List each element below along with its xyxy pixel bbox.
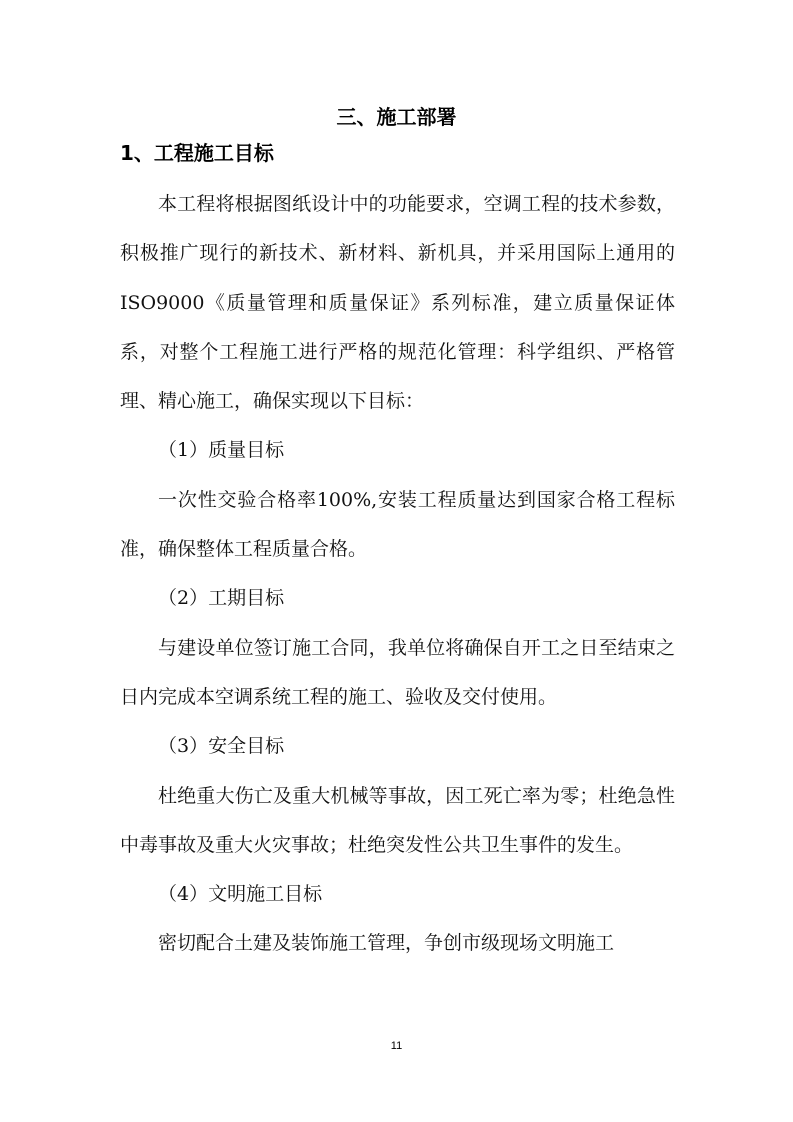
goal-text-safety: 杜绝重大伤亡及重大机械等事故，因工死亡率为零；杜绝急性中毒事故及重大火灾事故；杜绝突发性公共卫生事件的发生。: [120, 784, 675, 856]
intro-paragraph: 本工程将根据图纸设计中的功能要求，空调工程的技术参数，积极推广现行的新技术、新材料、新机具，并采用国际上通用的ISO9000《质量管理和质量保证》系列标准，建立质量保证体系，对整个工程施工进行严格的规范化管理：科学组织、严格管理、精心施工，确保实现以下目标：: [120, 193, 675, 413]
goal-text-quality: 一次性交验合格率100%,安装工程质量达到国家合格工程标准，确保整体工程质量合格。: [120, 488, 675, 561]
page-title: 三、施工部署: [336, 105, 457, 129]
goal-label-safety: （3）安全目标: [158, 735, 285, 758]
goal-text-civilized-construction: 密切配合土建及装饰施工管理，争创市级现场文明施工: [158, 932, 615, 955]
page-number: 11: [390, 1040, 403, 1052]
document-body: [120, 180, 675, 969]
section-heading: 1、工程施工目标: [120, 141, 274, 165]
goal-label-quality: （1）质量目标: [158, 439, 285, 462]
goal-label-schedule: （2）工期目标: [158, 587, 285, 610]
goal-text-schedule: 与建设单位签订施工合同，我单位将确保自开工之日至结束之日内完成本空调系统工程的施工、验收及交付使用。: [120, 636, 675, 708]
goal-label-civilized-construction: （4）文明施工目标: [158, 883, 323, 906]
